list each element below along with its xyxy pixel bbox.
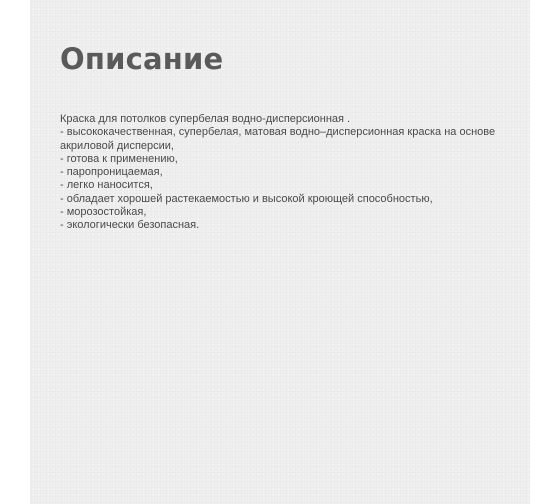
description-card bbox=[30, 0, 530, 504]
feature-line: акриловой дисперсии, bbox=[60, 139, 174, 152]
description-text bbox=[60, 113, 530, 233]
section-title: Описание bbox=[60, 42, 224, 76]
feature-line: - морозостойкая, bbox=[60, 206, 147, 219]
feature-line: - готова к применению, bbox=[60, 152, 178, 165]
feature-line: - обладает хорошей растекаемостью и высокой кроющей способностью, bbox=[60, 192, 433, 205]
description-intro: Краска для потолков супербелая водно-дисперсионная . bbox=[60, 113, 351, 125]
feature-line: - паропроницаемая, bbox=[60, 166, 163, 179]
feature-line: - легко наносится, bbox=[60, 179, 153, 192]
feature-line: - высококачественная, супербелая, матовая водно–дисперсионная краска на основе bbox=[60, 126, 496, 139]
feature-line: - экологически безопасная. bbox=[60, 219, 200, 232]
